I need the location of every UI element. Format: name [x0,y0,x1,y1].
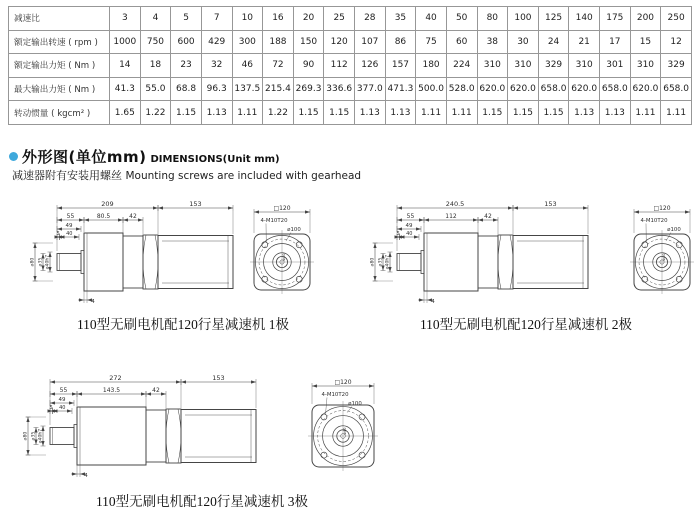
dim-arrow [33,276,36,281]
dim-label: □120 [273,205,291,212]
dim-arrow [50,380,55,383]
dim-arrow [373,243,376,248]
dim-arrow [397,218,402,221]
dim-label: 55 [66,213,75,220]
adapter-section [478,236,498,288]
dim-arrow [123,218,128,221]
table-cell: 1.11 [661,101,692,125]
table-cell: 41.3 [110,77,141,101]
dim-arrow [69,401,74,404]
dim-arrow [473,218,478,221]
dim-arrow [158,206,163,209]
table-cell: 120 [324,30,355,54]
table-cell: 72 [263,54,294,78]
table-cell: 1.11 [630,101,661,125]
table-cell: 250 [661,7,692,31]
table-cell: 1.22 [140,101,171,125]
flange-pilot-label: ⌀100 [667,227,681,233]
table-cell: 16 [263,7,294,31]
output-shaft [57,254,81,271]
table-cell: 28 [355,7,386,31]
table-cell: 188 [263,30,294,54]
table-cell: 90 [293,54,324,78]
section-subtitle [12,167,361,183]
gearbox-body [84,233,123,291]
motor-body [158,236,233,289]
table-cell: 1.13 [355,101,386,125]
section-title-en: DIMENSIONS(Unit mm) [150,154,280,165]
motor-body [181,410,256,463]
table-cell: 1.15 [538,101,569,125]
table-cell: 5 [171,7,202,31]
table-cell: 4 [140,7,171,31]
flange-holes-label: 4-M10T20 [640,218,668,224]
dim-arrow [305,210,310,213]
gearbox-body [424,233,478,291]
dim-arrow [424,218,429,221]
dim-label: 42 [129,213,137,220]
table-cell: 30 [508,30,539,54]
dim-arrow [416,227,421,230]
dim-arrow [583,206,588,209]
table-cell: 620.0 [508,77,539,101]
flange-pilot-label: ⌀100 [348,401,362,407]
table-cell: 1.65 [110,101,141,125]
table-cell: 107 [355,30,386,54]
dim-arrow [138,218,143,221]
dim-label: 49 [65,223,73,229]
dim-label: 153 [544,200,557,208]
dim-arrow [254,210,259,213]
table-cell: 750 [140,30,171,54]
barrel-section [498,235,513,289]
dim-label: ⌀80 [30,257,36,267]
dim-arrow [118,218,123,221]
dim-arrow [685,210,690,213]
flange-center-label: ⌀40 [342,427,347,435]
dim-arrow [79,218,84,221]
table-cell: 7 [201,7,232,31]
table-cell: 46 [232,54,263,78]
table-cell: 215.4 [263,77,294,101]
dim-arrow [67,409,72,412]
table-cell: 600 [171,30,202,54]
dim-arrow [251,380,256,383]
table-cell: 224 [446,54,477,78]
row-label: 额定输出转速 ( rpm ) [9,30,110,54]
bolt-hole [296,242,302,248]
dim-arrow [50,392,55,395]
row-label: 额定输出力矩 ( Nm ) [9,54,110,78]
dim-label: 153 [212,374,225,382]
dim-arrow [397,206,402,209]
table-cell: 17 [600,30,631,54]
dim-arrow [312,384,317,387]
table-cell: 1.13 [201,101,232,125]
dim-label: 209 [101,200,114,208]
flange-holes-label: 4-M10T20 [260,218,288,224]
section-title-cn: 外形图(单位mm) [22,148,147,166]
table-cell: 112 [324,54,355,78]
table-cell: 620.0 [569,77,600,101]
table-cell: 18 [140,54,171,78]
table-cell: 310 [569,54,600,78]
dim-label: 40 [66,231,73,237]
dim-label: 5 [396,231,400,237]
table-cell: 21 [569,30,600,54]
table-row [9,101,692,125]
section-subtitle-cn: 减速器附有安装用螺丝 [12,169,122,182]
table-cell: 10 [232,7,263,31]
barrel-section [166,409,181,463]
dim-label: ⌀40h7 [38,428,44,444]
dim-label: 240.5 [445,200,465,208]
table-cell: 336.6 [324,77,355,101]
dim-label: 112 [445,213,457,220]
table-cell: 150 [293,30,324,54]
section-subtitle-en: Mounting screws are included with gearhead [125,170,362,182]
table-row [9,77,692,101]
dim-label: ⌀40h7 [385,254,391,270]
table-cell: 200 [630,7,661,31]
table-cell: 157 [385,54,416,78]
table-row [9,54,692,78]
dim-arrow [84,218,89,221]
dim-arrow [153,206,158,209]
dim-arrow [478,218,483,221]
table-cell: 269.3 [293,77,324,101]
table-cell: 38 [477,30,508,54]
table-cell: 50 [446,7,477,31]
table-cell: 310 [630,54,661,78]
dim-arrow [77,392,82,395]
table-cell: 137.5 [232,77,263,101]
dim-label: ⌀35 [38,257,44,267]
dim-label: 80.5 [96,213,111,220]
table-row [9,30,692,54]
dim-arrow [57,206,62,209]
table-cell: 32 [201,54,232,78]
dim-label: ⌀80 [370,257,376,267]
table-cell: 471.3 [385,77,416,101]
leader-line [325,398,327,415]
table-cell: 620.0 [477,77,508,101]
dim-label: 272 [109,374,122,382]
table-cell: 75 [416,30,447,54]
table-cell: 68.8 [171,77,202,101]
gearbox-body [77,407,146,465]
table-cell: 1.15 [293,101,324,125]
barrel-curve [498,235,501,289]
table-row [9,7,692,31]
flange-center-label: ⌀40 [661,253,666,261]
dim-label: 143.5 [102,387,121,394]
dim-arrow [79,298,84,301]
table-cell: 35 [385,7,416,31]
dim-arrow [414,235,419,238]
table-cell: 1.13 [600,101,631,125]
flange-holes-label: 4-M10T20 [321,392,349,398]
dim-label: □120 [653,205,671,212]
table-cell: 429 [201,30,232,54]
table-cell: 1.11 [446,101,477,125]
dim-arrow [57,218,62,221]
drawing-caption-3: 110型无刷电机配120行星减速机 3极 [95,494,309,509]
dim-arrow [33,243,36,248]
dim-arrow [181,380,186,383]
table-cell: 126 [355,54,386,78]
table-cell: 24 [538,30,569,54]
table-cell: 25 [324,7,355,31]
table-cell: 620.0 [630,77,661,101]
drawing-2pole [352,190,700,320]
dim-arrow [419,218,424,221]
dim-label: 55 [406,213,415,220]
table-cell: 658.0 [538,77,569,101]
dim-label: □120 [334,379,352,386]
row-label: 转动惯量 ( kgcm² ) [9,101,110,125]
dim-label: ⌀35 [378,257,384,267]
table-cell: 329 [538,54,569,78]
bolt-hole [676,242,682,248]
table-cell: 55.0 [140,77,171,101]
table-cell: 300 [232,30,263,54]
dim-arrow [419,298,424,301]
dim-label: 49 [405,223,413,229]
table-cell: 12 [661,30,692,54]
dim-label: 4 [431,299,435,305]
dim-label: 49 [58,397,66,403]
dim-label: 5 [56,231,60,237]
dim-arrow [228,206,233,209]
dim-label: 40 [59,405,66,411]
dim-arrow [146,392,151,395]
dim-label: 42 [152,387,160,394]
table-cell: 125 [538,7,569,31]
drawing-caption-1: 110型无刷电机配120行星减速机 1极 [76,317,290,332]
dim-arrow [176,380,181,383]
table-cell: 180 [416,54,447,78]
table-cell: 140 [569,7,600,31]
table-cell: 1.13 [385,101,416,125]
table-cell: 86 [385,30,416,54]
dim-label: 40 [406,231,413,237]
table-cell: 1.15 [324,101,355,125]
dim-arrow [369,384,374,387]
table-cell: 175 [600,7,631,31]
table-cell: 96.3 [201,77,232,101]
table-cell: 500.0 [416,77,447,101]
dim-label: ⌀80 [23,431,29,441]
barrel-section [143,235,158,289]
dim-label: 153 [189,200,202,208]
table-cell: 528.0 [446,77,477,101]
drawing-1pole [18,190,348,320]
table-cell: 15 [630,30,661,54]
table-cell: 100 [508,7,539,31]
dim-arrow [508,206,513,209]
flange-pilot-label: ⌀100 [287,227,301,233]
drawing-3pole [12,370,392,506]
table-cell: 310 [508,54,539,78]
table-cell: 329 [661,54,692,78]
table-cell: 3 [110,7,141,31]
dim-arrow [634,210,639,213]
dim-arrow [76,227,81,230]
table-cell: 1.15 [508,101,539,125]
dim-label: ⌀40h7 [45,254,51,270]
section-bullet-icon [9,152,18,161]
table-cell: 658.0 [661,77,692,101]
flange-center-label: ⌀40 [281,253,286,261]
dim-arrow [161,392,166,395]
table-cell: 1.11 [416,101,447,125]
dim-arrow [373,276,376,281]
dim-label: 42 [484,213,492,220]
dim-label: 4 [84,473,88,479]
motor-body [513,236,588,289]
bolt-hole [359,452,365,458]
table-cell: 23 [171,54,202,78]
dim-arrow [493,218,498,221]
adapter-section [146,410,166,462]
table-cell: 14 [110,54,141,78]
dim-arrow [72,392,77,395]
table-cell: 80 [477,7,508,31]
output-shaft [397,254,421,271]
dim-arrow [74,235,79,238]
row-label: 最大输出力矩 ( Nm ) [9,77,110,101]
dim-label: 55 [59,387,68,394]
table-cell: 1.15 [171,101,202,125]
row-label: 减速比 [9,7,110,31]
dim-label: ⌀35 [31,431,37,441]
dim-label: 4 [91,299,95,305]
dim-arrow [26,417,29,422]
table-cell: 658.0 [600,77,631,101]
dim-arrow [141,392,146,395]
table-cell: 1000 [110,30,141,54]
dimensions-section-heading [9,146,280,167]
table-cell: 301 [600,54,631,78]
spec-table [8,6,692,125]
dim-arrow [513,206,518,209]
table-cell: 60 [446,30,477,54]
table-cell: 1.22 [263,101,294,125]
table-cell: 1.11 [232,101,263,125]
table-cell: 1.13 [569,101,600,125]
table-cell: 310 [477,54,508,78]
table-cell: 1.15 [477,101,508,125]
table-cell: 20 [293,7,324,31]
output-shaft [50,428,74,445]
adapter-section [123,236,143,288]
dim-label: 5 [49,405,53,411]
table-cell: 40 [416,7,447,31]
drawing-caption-2: 110型无刷电机配120行星减速机 2极 [419,317,633,332]
dim-arrow [72,472,77,475]
dim-arrow [26,450,29,455]
table-cell: 377.0 [355,77,386,101]
